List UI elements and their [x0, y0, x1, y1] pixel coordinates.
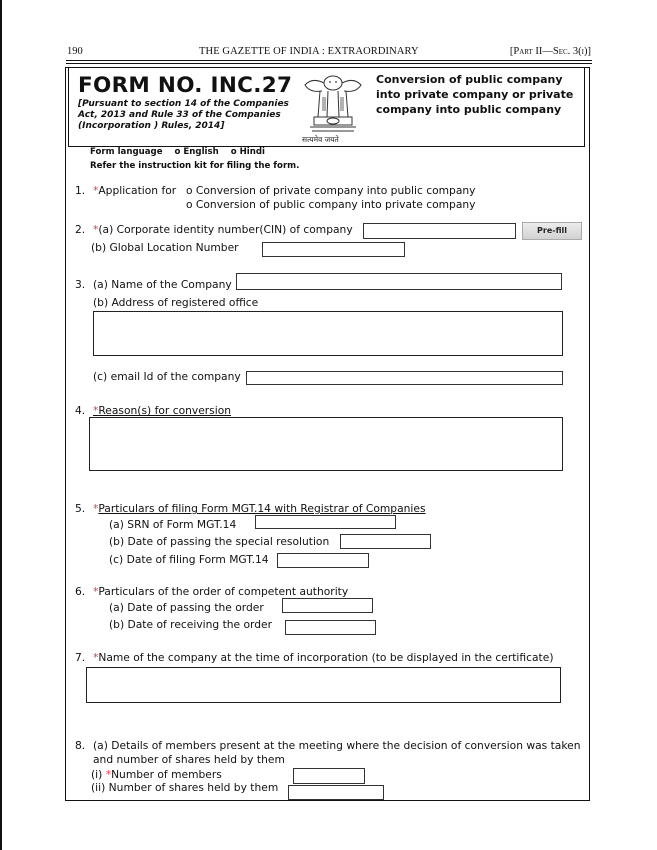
srn-input[interactable] [255, 515, 396, 529]
order-passing-date-input[interactable] [282, 598, 373, 613]
header-rule [66, 63, 592, 64]
radio-private-to-public[interactable]: o Conversion of private company into public company [186, 184, 476, 197]
q1-label-text: Application for [98, 184, 177, 197]
form-language-label: Form language [90, 147, 163, 157]
required-asterisk: * [93, 223, 99, 236]
radio-hindi[interactable]: o Hindi [230, 147, 265, 157]
gazette-header [67, 44, 591, 58]
radio-public-to-private[interactable]: o Conversion of public company into private company [186, 198, 476, 211]
shares-count-label: (ii) Number of shares held by them [91, 781, 279, 794]
prefill-button[interactable]: Pre-fill [522, 222, 582, 240]
form-language-row [90, 147, 274, 157]
company-name-input[interactable] [236, 273, 562, 290]
incorporation-name-input[interactable] [86, 667, 561, 703]
required-asterisk: * [93, 184, 99, 197]
page-number: 190 [67, 46, 83, 57]
q4-number: 4. [75, 404, 86, 417]
order-receiving-date-label: (b) Date of receiving the order [109, 618, 272, 631]
srn-label: (a) SRN of Form MGT.14 [109, 518, 237, 531]
resolution-date-label: (b) Date of passing the special resolution [109, 535, 330, 548]
address-label: (b) Address of registered office [93, 296, 259, 309]
required-asterisk: * [105, 768, 112, 781]
address-textarea[interactable] [93, 311, 563, 356]
gln-label: (b) Global Location Number [91, 241, 239, 254]
members-details-label-cont: and number of shares held by them [93, 753, 285, 766]
required-asterisk: * [93, 404, 99, 417]
form-number: FORM NO. INC.27 [78, 73, 293, 98]
email-label: (c) email Id of the company [93, 370, 241, 383]
order-particulars-label [93, 585, 348, 598]
order-particulars-label-text: Particulars of the order of competent authority [98, 585, 349, 598]
reason-label [93, 404, 231, 417]
form-title-line: company into public company [376, 103, 562, 116]
mgt14-filing-date-input[interactable] [277, 553, 369, 568]
national-emblem-icon [300, 69, 366, 145]
mgt14-label [93, 502, 426, 515]
q7-number: 7. [75, 651, 86, 664]
q8-number: 8. [75, 739, 86, 752]
incorporation-name-label-text: Name of the company at the time of incorporation (to be displayed in the certificate) [98, 651, 554, 664]
radio-english[interactable]: o English [174, 147, 219, 157]
members-count-label-text: Number of members [111, 768, 222, 781]
emblem-caption: सत्यमेव जयते [302, 135, 339, 144]
gln-input[interactable] [262, 242, 405, 257]
gazette-title: THE GAZETTE OF INDIA : EXTRAORDINARY [199, 46, 419, 57]
resolution-date-input[interactable] [340, 534, 431, 549]
order-passing-date-label: (a) Date of passing the order [109, 601, 264, 614]
pursuant-text [78, 99, 293, 132]
incorporation-name-label [93, 651, 554, 664]
required-asterisk: * [93, 585, 99, 598]
company-name-label: (a) Name of the Company [93, 278, 232, 291]
required-asterisk: * [93, 651, 99, 664]
page-edge [0, 0, 2, 850]
cin-label [93, 223, 353, 236]
members-count-label [91, 768, 222, 781]
order-receiving-date-input[interactable] [285, 620, 376, 635]
pursuant-line: [Pursuant to section 14 of the Companies [78, 99, 289, 109]
gazette-part: [Part II—Sec. 3(i)] [509, 46, 591, 57]
email-input[interactable] [246, 371, 563, 385]
cin-input[interactable] [363, 223, 516, 239]
q1-number: 1. [75, 184, 86, 197]
members-count-input[interactable] [293, 768, 365, 784]
pursuant-line: (Incorporation ) Rules, 2014] [78, 121, 225, 131]
pursuant-line: Act, 2013 and Rule 33 of the Companies [78, 110, 281, 120]
mgt14-filing-date-label: (c) Date of filing Form MGT.14 [109, 553, 269, 566]
q6-number: 6. [75, 585, 86, 598]
cin-label-text: (a) Corporate identity number(CIN) of company [98, 223, 353, 236]
q3-number: 3. [75, 278, 86, 291]
reason-label-text: Reason(s) for conversion [98, 404, 232, 417]
q5-number: 5. [75, 502, 86, 515]
members-details-label: (a) Details of members present at the meeting where the decision of conversion was taken [93, 739, 581, 752]
shares-count-input[interactable] [288, 785, 384, 800]
reason-textarea[interactable] [89, 417, 563, 471]
form-title-line: into private company or private [376, 88, 574, 101]
form-title-line: Conversion of public company [376, 73, 563, 86]
instruction-text: Refer the instruction kit for filing the form. [90, 161, 300, 171]
form-title [376, 72, 581, 117]
q1-label [93, 184, 176, 197]
required-asterisk: * [93, 502, 99, 515]
members-count-prefix: (i) [91, 768, 103, 781]
header-rule [66, 60, 592, 61]
mgt14-label-text: Particulars of filing Form MGT.14 with Registrar of Companies [98, 502, 426, 515]
q2-number: 2. [75, 223, 86, 236]
